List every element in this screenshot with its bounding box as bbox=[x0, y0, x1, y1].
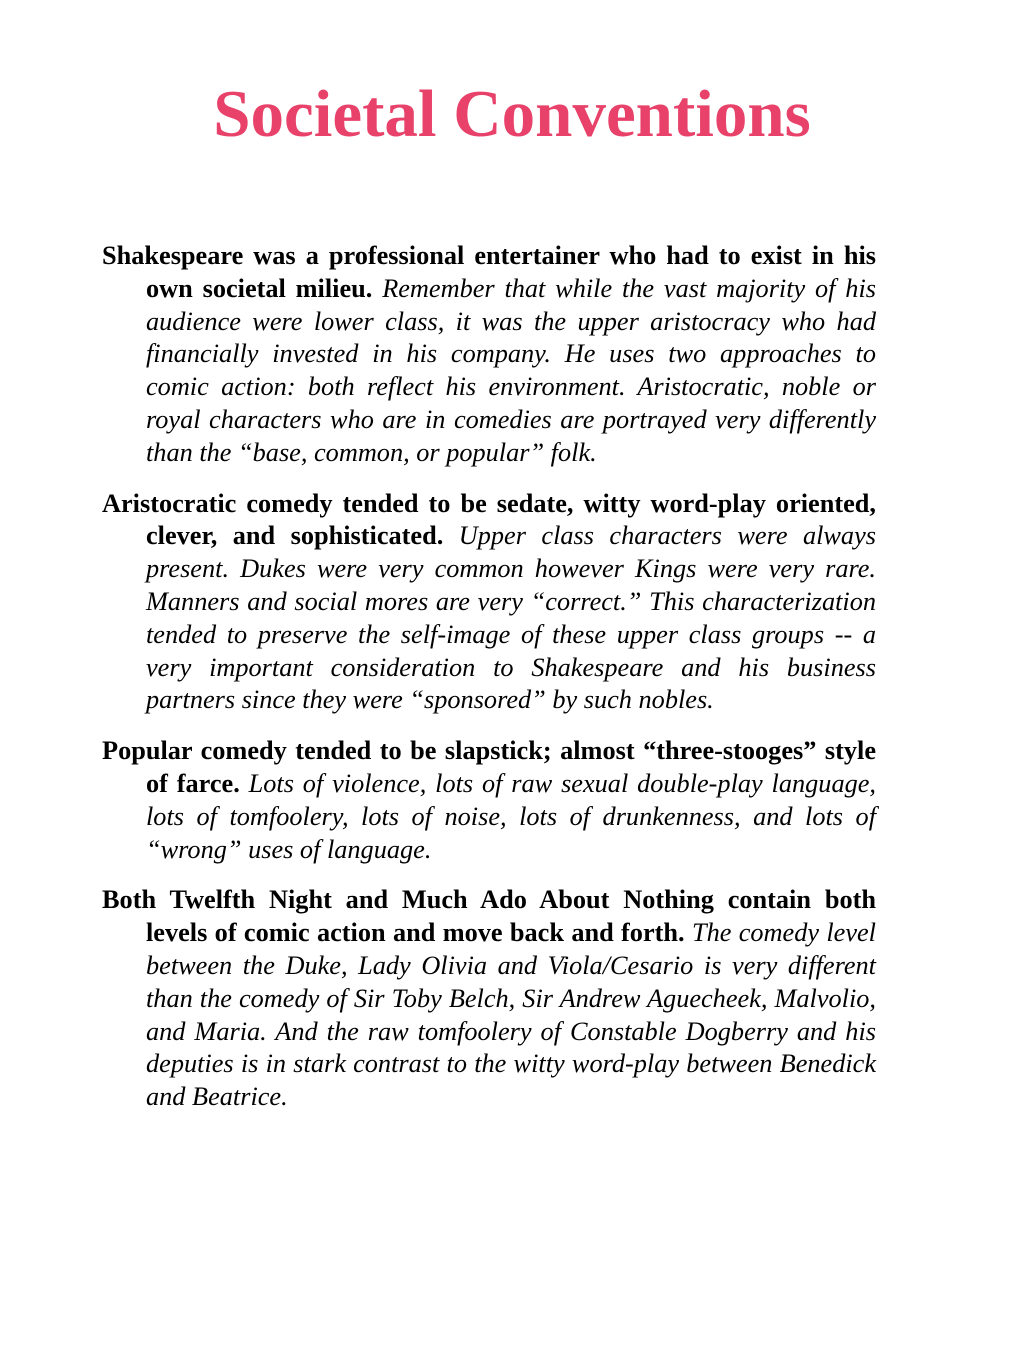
paragraph-body: The comedy level between the Duke, Lady Olivia and Viola/Cesario is very different than the comedy of Sir Toby Belch, Sir Andrew Aguecheek, Malvolio, and Maria. And the raw tomfoolery of Constable Dogberry and his deputies is in stark contrast to the witty word-play between Benedick and Beatrice. bbox=[146, 918, 876, 1112]
paragraph-both-levels bbox=[102, 884, 876, 1114]
paragraph-body: Lots of violence, lots of raw sexual double-play language, lots of tomfoolery, lots of noise, lots of drunkenness, and lots of “wrong” uses of language. bbox=[146, 768, 876, 864]
content-body bbox=[102, 240, 876, 1132]
paragraph-lead: Aristocratic comedy tended to be sedate, witty word-play oriented, clever, and sophisticated. bbox=[102, 488, 876, 551]
paragraph-body: Remember that while the vast majority of his audience were lower class, it was the upper aristocracy who had financially invested in his company. He uses two approaches to comic action: both reflect his environment. Aristocratic, noble or royal characters who are in comedies are portrayed very differently than the “base, common, or popular” folk. bbox=[146, 273, 876, 467]
paragraph-shakespeare-milieu bbox=[102, 240, 876, 470]
page-title: Societal Conventions bbox=[213, 77, 811, 151]
paragraph-lead: Both Twelfth Night and Much Ado About Nothing contain both levels of comic action and move back and forth. bbox=[102, 885, 876, 948]
paragraph-lead: Shakespeare was a professional entertainer who had to exist in his own societal milieu. bbox=[102, 241, 876, 303]
paragraph-body: Upper class characters were always present. Dukes were very common however Kings were very rare. Manners and social mores are very “correct.” This characterization tended to preserve the self-image of these upper class groups -- a very important consideration to Shakespeare and his business partners since they were “sponsored” by such nobles. bbox=[146, 521, 876, 715]
paragraph-popular-comedy bbox=[102, 735, 876, 866]
paragraph-lead: Popular comedy tended to be slapstick; almost “three-stooges” style of farce. bbox=[102, 736, 876, 798]
paragraph-aristocratic-comedy bbox=[102, 488, 876, 718]
